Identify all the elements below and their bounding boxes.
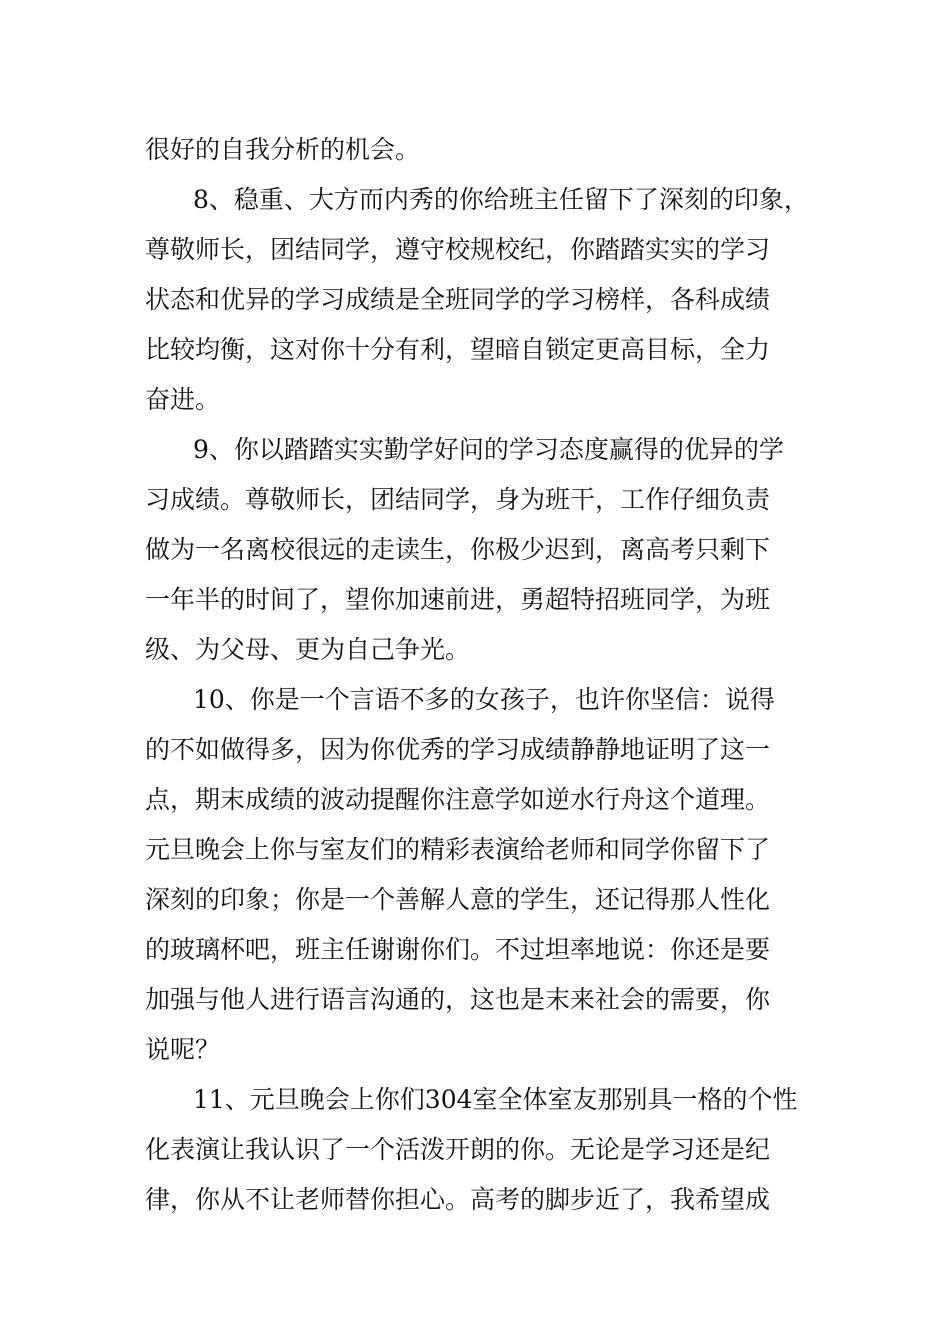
paragraph-11-start: 11、元旦晚会上你们304室全体室友那别具一格的个性: [193, 1085, 798, 1114]
text-line: 的不如做得多，因为你优秀的学习成绩静静地证明了这一: [145, 735, 771, 764]
paragraph-8-start: 8、稳重、大方而内秀的你给班主任留下了深刻的印象，: [193, 185, 809, 214]
text-line: 习成绩。尊敬师长，团结同学，身为班干，工作仔细负责: [145, 485, 771, 514]
text-line: 化表演让我认识了一个活泼开朗的你。无论是学习还是纪: [145, 1135, 771, 1164]
text-line: 的玻璃杯吧，班主任谢谢你们。不过坦率地说：你还是要: [145, 935, 771, 964]
text-line: 状态和优异的学习成绩是全班同学的学习榜样，各科成绩: [145, 285, 771, 314]
text-line: 很好的自我分析的机会。: [145, 135, 421, 164]
text-line: 点，期末成绩的波动提醒你注意学如逆水行舟这个道理。: [145, 785, 771, 814]
text-line: 元旦晚会上你与室友们的精彩表演给老师和同学你留下了: [145, 835, 771, 864]
text-line: 一年半的时间了，望你加速前进，勇超特招班同学，为班: [145, 585, 771, 614]
text-line: 深刻的印象；你是一个善解人意的学生，还记得那人性化: [145, 885, 771, 914]
text-line: 奋进。: [145, 385, 221, 414]
text-line: 做为一名离校很远的走读生，你极少迟到，离高考只剩下: [145, 535, 771, 564]
text-line: 级、为父母、更为自己争光。: [145, 635, 471, 664]
paragraph-10-start: 10、你是一个言语不多的女孩子，也许你坚信：说得: [193, 685, 775, 714]
text-line: 比较均衡，这对你十分有利，望暗自锁定更高目标，全力: [145, 335, 771, 364]
paragraph-9-start: 9、你以踏踏实实勤学好问的学习态度赢得的优异的学: [193, 435, 784, 464]
text-line: 律，你从不让老师替你担心。高考的脚步近了，我希望成: [145, 1185, 771, 1214]
text-line: 尊敬师长，团结同学，遵守校规校纪，你踏踏实实的学习: [145, 235, 771, 264]
text-line: 说呢？: [145, 1035, 221, 1064]
text-line: 加强与他人进行语言沟通的，这也是末来社会的需要，你: [145, 985, 771, 1014]
